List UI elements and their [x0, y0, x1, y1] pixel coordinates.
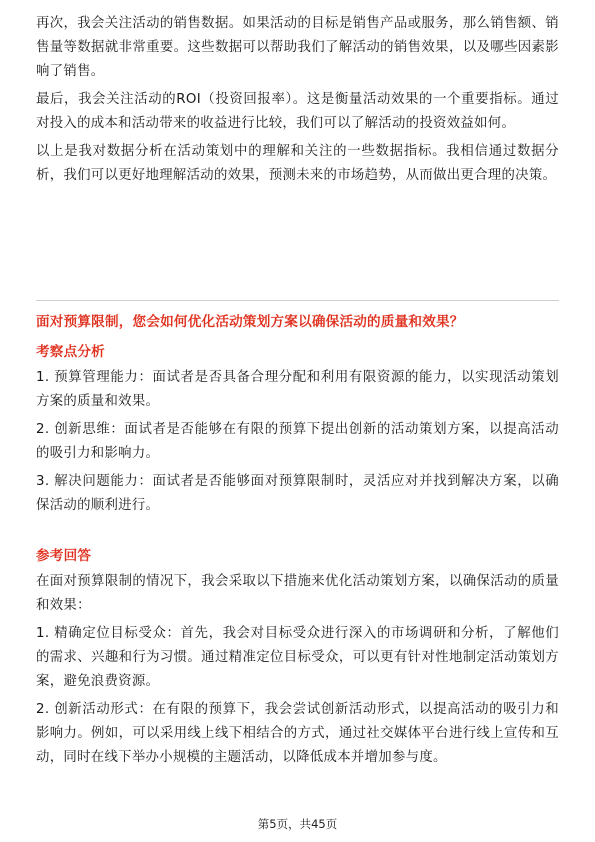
- page-number: 第5页，共45页: [257, 817, 338, 831]
- intro-section: [36, 12, 559, 192]
- paragraph-summary: 以上是我对数据分析在活动策划中的理解和关注的一些数据指标。我相信通过数据分析，我们可以更好地理解活动的效果，预测未来的市场趋势，从而做出更合理的决策。: [36, 144, 559, 183]
- section-divider: [36, 300, 559, 301]
- analysis-heading: 考察点分析: [36, 344, 105, 360]
- analysis-item: 1. 预算管理能力：面试者是否具备合理分配和利用有限资源的能力，以实现活动策划方案的质量和效果。: [36, 370, 559, 409]
- question-title: 面对预算限制，您会如何优化活动策划方案以确保活动的质量和效果？: [36, 314, 464, 330]
- answer-heading: 参考回答: [36, 548, 92, 564]
- paragraph-sales-data: 再次，我会关注活动的销售数据。如果活动的目标是销售产品或服务，那么销售额、销售量等数据就非常重要。这些数据可以帮助我们了解活动的销售效果，以及哪些因素影响了销售。: [36, 16, 559, 79]
- analysis-item: 2. 创新思维：面试者是否能够在有限的预算下提出创新的活动策划方案，以提高活动的吸引力和影响力。: [36, 422, 559, 461]
- answer-section: [36, 546, 559, 774]
- analysis-section: [36, 342, 559, 522]
- answer-intro: 在面对预算限制的情况下，我会采取以下措施来优化活动策划方案，以确保活动的质量和效果：: [36, 574, 559, 613]
- analysis-item: 3. 解决问题能力：面试者是否能够面对预算限制时，灵活应对并找到解决方案，以确保活动的顺利进行。: [36, 474, 559, 513]
- answer-item: 2. 创新活动形式：在有限的预算下，我会尝试创新活动形式，以提高活动的吸引力和影响力。例如，可以采用线上线下相结合的方式，通过社交媒体平台进行线上宣传和互动，同时在线下举办小规模的主题活动，以降低成本并增加参与度。: [36, 702, 559, 765]
- answer-item: 1. 精确定位目标受众：首先，我会对目标受众进行深入的市场调研和分析，了解他们的需求、兴趣和行为习惯。通过精准定位目标受众，可以更有针对性地制定活动策划方案，避免浪费资源。: [36, 626, 559, 689]
- paragraph-roi: 最后，我会关注活动的ROI（投资回报率）。这是衡量活动效果的一个重要指标。通过对投入的成本和活动带来的收益进行比较，我们可以了解活动的投资效益如何。: [36, 92, 559, 131]
